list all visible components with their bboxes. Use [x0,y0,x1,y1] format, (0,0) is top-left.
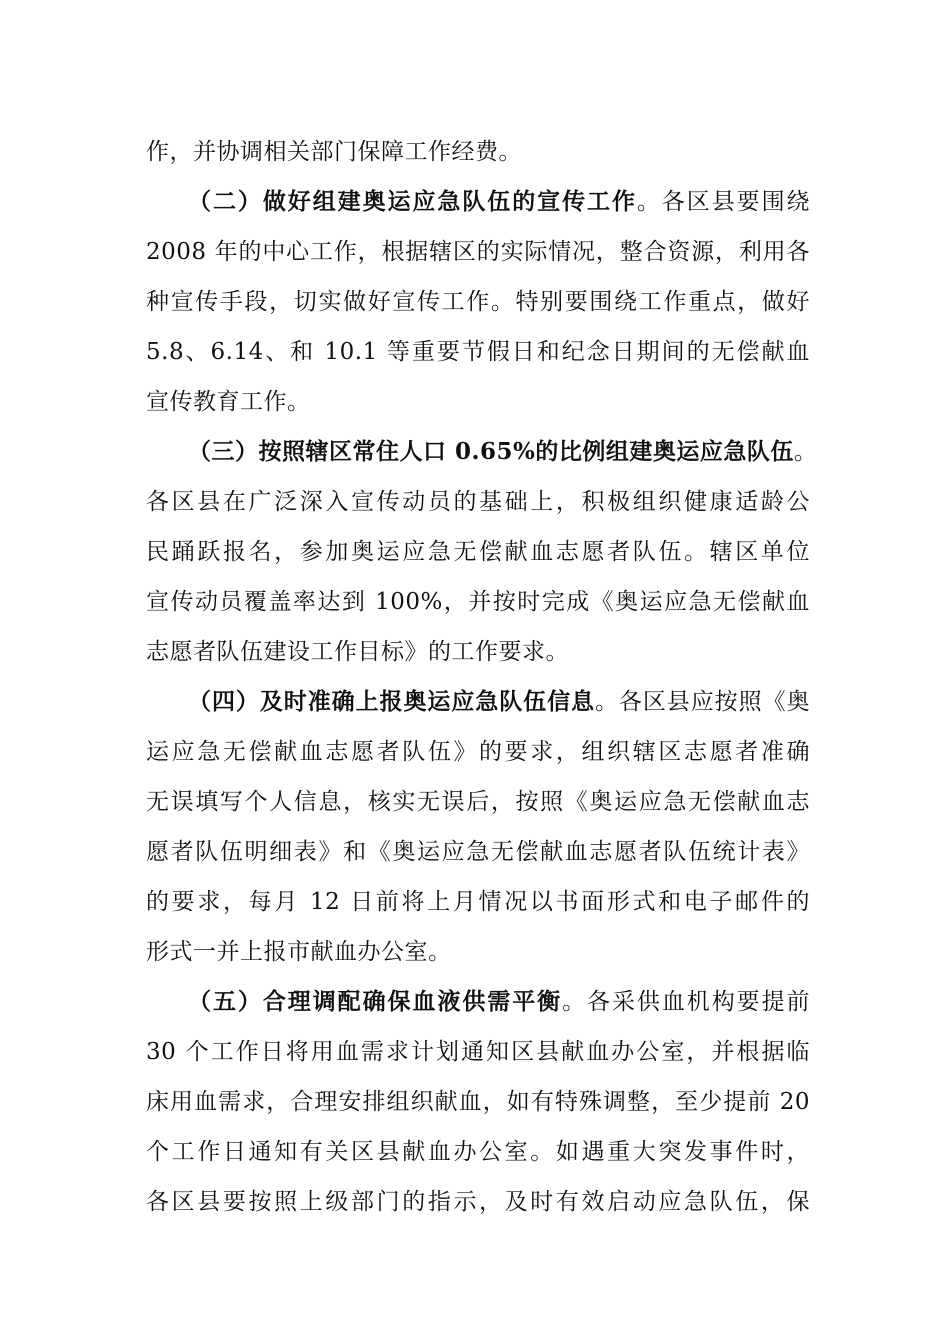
section-4-heading: （四）及时准确上报奥运应急队伍信息 [188,688,595,715]
text-line: 民踊跃报名，参加奥运应急无偿献血志愿者队伍。辖区单位 [146,539,810,565]
section-2-heading: （二）做好组建奥运应急队伍的宣传工作 [188,188,637,215]
section-3-heading: （三）按照辖区常住人口 0.65%的比例组建奥运应急队伍 [188,438,794,465]
text-line: 形式一并上报市献血办公室。 [146,939,452,965]
text-line: 30 个工作日将用血需求计划通知区县献血办公室，并根据临 [146,1039,810,1065]
section-3-first-line [146,427,818,477]
text-line: 宣传教育工作。 [146,389,311,415]
document-page [146,127,818,1227]
text-line: 愿者队伍明细表》和《奥运应急无偿献血志愿者队伍统计表》 [146,839,810,865]
section-3-text: 。 [793,439,818,465]
text-line: 志愿者队伍建设工作目标》的工作要求。 [146,639,569,665]
section-5-text: 。各采供血机构要提前 [562,989,810,1015]
text-line: 宣传动员覆盖率达到 100%，并按时完成《奥运应急无偿献血 [146,589,810,615]
section-5-first-line [146,977,810,1027]
text-line: 的要求，每月 12 日前将上月情况以书面形式和电子邮件的 [146,889,810,915]
text-line: 运应急无偿献血志愿者队伍》的要求，组织辖区志愿者准确 [146,739,810,765]
text-line: 各区县要按照上级部门的指示，及时有效启动应急队伍，保 [146,1189,810,1215]
text-line: 种宣传手段，切实做好宣传工作。特别要围绕工作重点，做好 [146,289,810,315]
section-2-first-line [146,177,810,227]
section-2-text: 。各区县要围绕 [636,189,810,215]
section-4-text: 。各区县应按照《奥 [594,689,811,715]
text-line: 2008 年的中心工作，根据辖区的实际情况，整合资源，利用各 [146,239,810,265]
section-5-heading: （五）合理调配确保血液供需平衡 [188,988,563,1015]
text-line: 床用血需求，合理安排组织献血，如有特殊调整，至少提前 20 [146,1089,810,1115]
text-line: 5.8、6.14、和 10.1 等重要节假日和纪念日期间的无偿献血 [146,339,810,365]
text-line: 各区县在广泛深入宣传动员的基础上，积极组织健康适龄公 [146,489,810,515]
text-line: 个工作日通知有关区县献血办公室。如遇重大突发事件时， [146,1139,810,1165]
section-4-first-line [146,677,810,727]
text-line: 无误填写个人信息，核实无误后，按照《奥运应急无偿献血志 [146,789,810,815]
text-line: 作，并协调相关部门保障工作经费。 [146,139,522,165]
